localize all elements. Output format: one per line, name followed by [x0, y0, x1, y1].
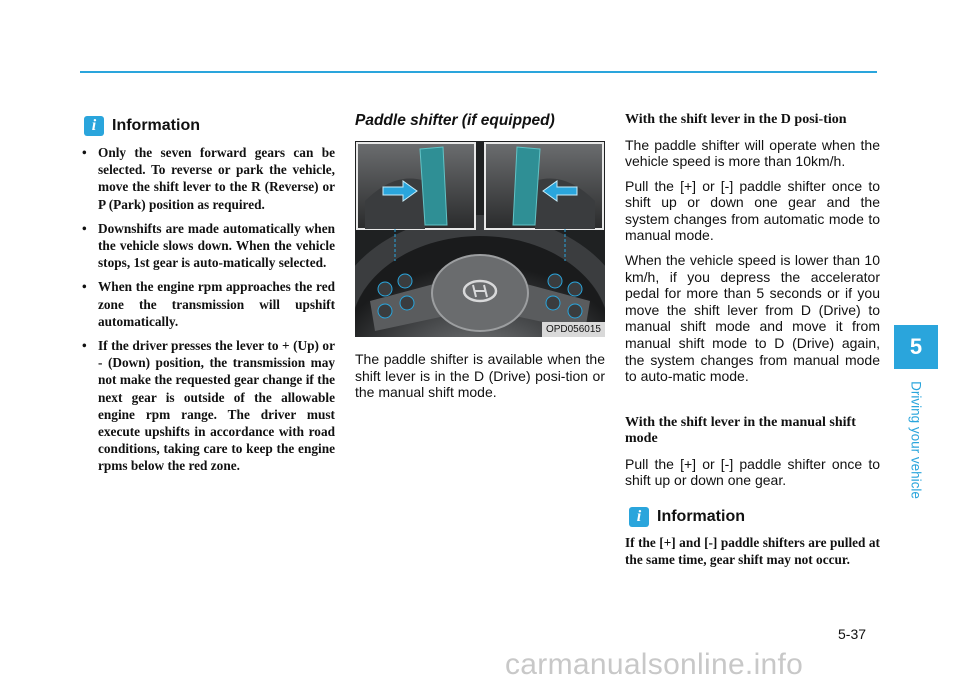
information-icon: i: [629, 507, 649, 527]
right-column: [625, 112, 880, 568]
manual-mode-heading: With the shift lever in the manual shift mode: [625, 414, 856, 447]
info-header: [84, 116, 335, 136]
top-rule: [80, 71, 877, 73]
d-position-paragraph: Pull the [+] or [-] paddle shifter once to shift up or down one gear and the system changes from automatic mode to manual mode.: [625, 177, 880, 244]
figure-code: OPD056015: [542, 322, 605, 337]
info-bullet-list: [80, 144, 335, 475]
middle-column: [355, 112, 605, 409]
section-title: Paddle shifter (if equipped): [355, 112, 555, 129]
info-bullet: • If the driver presses the lever to + (Up) or - (Down) position, the transmission may not make the requested gear change if the next gear is outside of the allowable engine rpm range. The driver must execute upshifts in accordance with road conditions, taking care to keep the engine rpms below the red zone.: [80, 337, 335, 475]
left-column: [80, 112, 335, 482]
chapter-number-tab: 5: [894, 325, 938, 369]
chapter-label: Driving your vehicle: [908, 381, 924, 499]
information-icon: i: [84, 116, 104, 136]
page-number: 5-37: [838, 626, 867, 642]
paddle-shifter-figure: [355, 141, 605, 337]
watermark: carmanualsonline.info: [505, 648, 804, 681]
steering-wheel-illustration: [355, 141, 605, 337]
info-header: [629, 507, 880, 527]
info-bullet: • Downshifts are made automatically when the vehicle slows down. When the vehicle stops, 1st gear is auto-matically selected.: [80, 220, 335, 272]
d-position-paragraph: The paddle shifter will operate when the vehicle speed is more than 10km/h.: [625, 136, 880, 170]
manual-mode-paragraph: Pull the [+] or [-] paddle shifter once to shift up or down one gear.: [625, 455, 880, 489]
info-title: Information: [112, 117, 200, 134]
info-note: If the [+] and [-] paddle shifters are pulled at the same time, gear shift may not occur.: [625, 535, 880, 567]
d-position-paragraph: When the vehicle speed is lower than 10 km/h, if you depress the accelerator pedal for more than 5 seconds or if you move the shift lever from D (Drive) to manual shift mode and move it from manual shift mode to D (Drive) again, the system changes from manual mode to auto-matic mode.: [625, 252, 880, 385]
info-bullet: • When the engine rpm approaches the red zone the transmission will upshift automatically.: [80, 278, 335, 330]
info-title: Information: [657, 508, 745, 525]
info-bullet: • Only the seven forward gears can be selected. To reverse or park the vehicle, move the shift lever to the R (Reverse) or P (Park) position as required.: [80, 144, 335, 213]
paddle-description: The paddle shifter is available when the shift lever is in the D (Drive) posi-tion or the manual shift mode.: [355, 351, 605, 401]
spacer: [625, 393, 880, 415]
d-position-heading: With the shift lever in the D posi-tion: [625, 112, 847, 127]
